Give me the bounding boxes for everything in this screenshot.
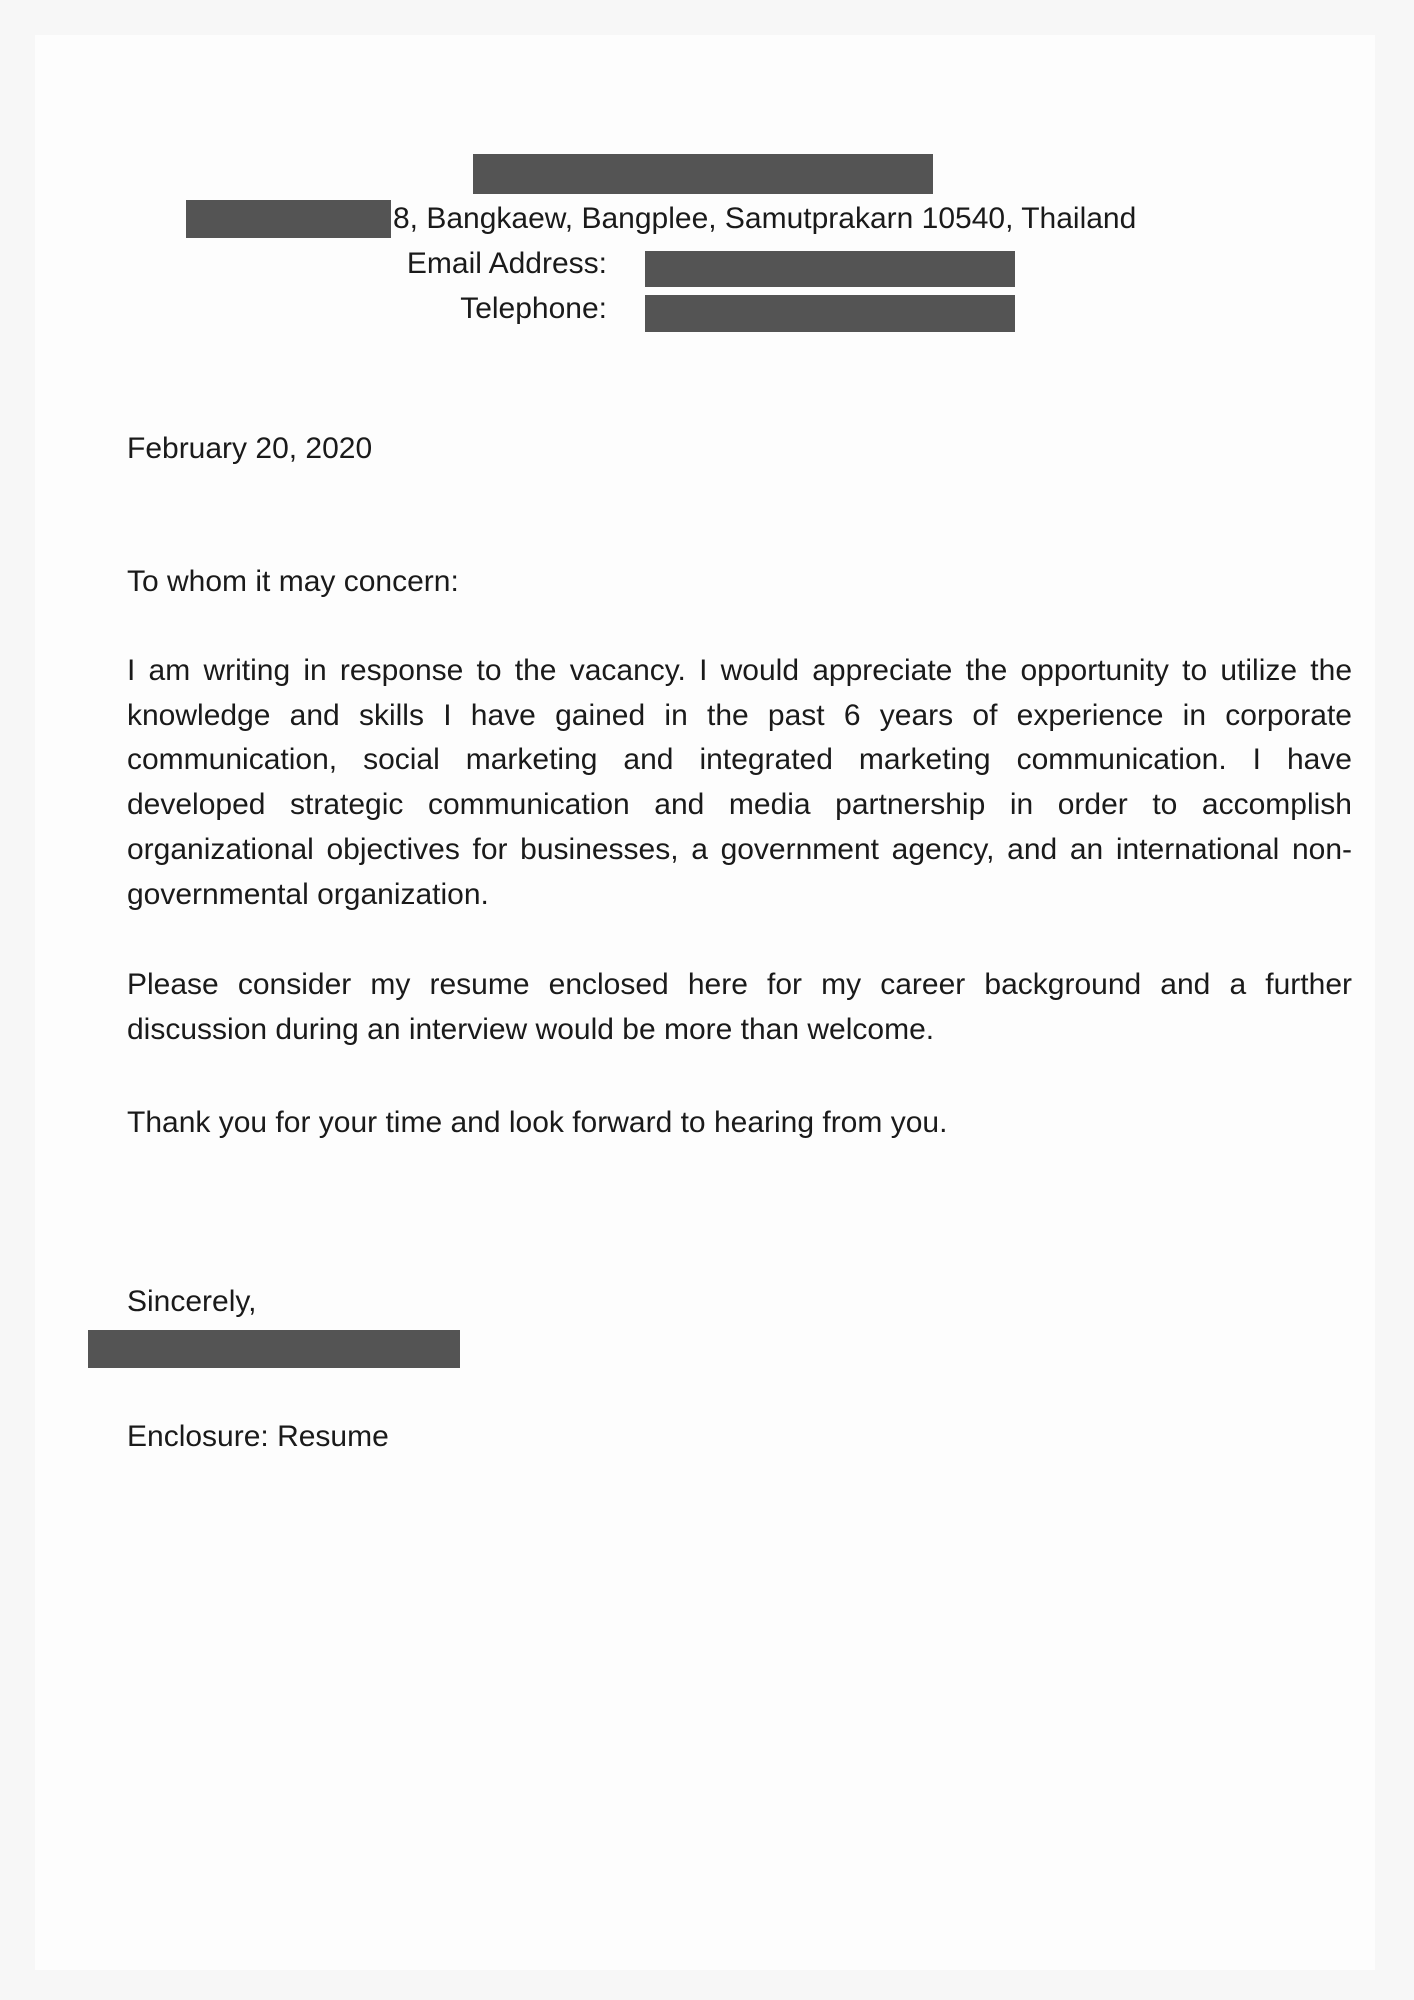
email-label: Email Address: (406, 247, 607, 280)
salutation: To whom it may concern: (127, 565, 459, 598)
redacted-name (473, 154, 933, 194)
address-line: 8, Bangkaew, Bangplee, Samutprakarn 10540, Thailand (393, 202, 1137, 235)
closing: Sincerely, (127, 1285, 257, 1318)
redacted-telephone (645, 295, 1015, 332)
letter-page (35, 35, 1375, 1970)
letter-date: February 20, 2020 (127, 432, 373, 465)
body-paragraph-3: Thank you for your time and look forward to hearing from you. (127, 1106, 948, 1139)
body-paragraph-2: Please consider my resume enclosed here for my career background and a further discussion during an interview would be more than welcome. (127, 968, 1352, 1046)
redacted-street-number (186, 200, 391, 238)
body-paragraph-1: I am writing in response to the vacancy. I would appreciate the opportunity to utilize the knowledge and skills I have gained in the past 6 years of experience in corporate communication, social marketing and integrated marketing communication. I have developed strategic communication and media partnership in order to accomplish organizational objectives for businesses, a government agency, and an international non-governmental organization. (127, 654, 1352, 911)
redacted-signature-name (88, 1330, 460, 1368)
redacted-email (645, 251, 1015, 287)
enclosure-note: Enclosure: Resume (127, 1420, 389, 1453)
telephone-label: Telephone: (460, 292, 607, 325)
